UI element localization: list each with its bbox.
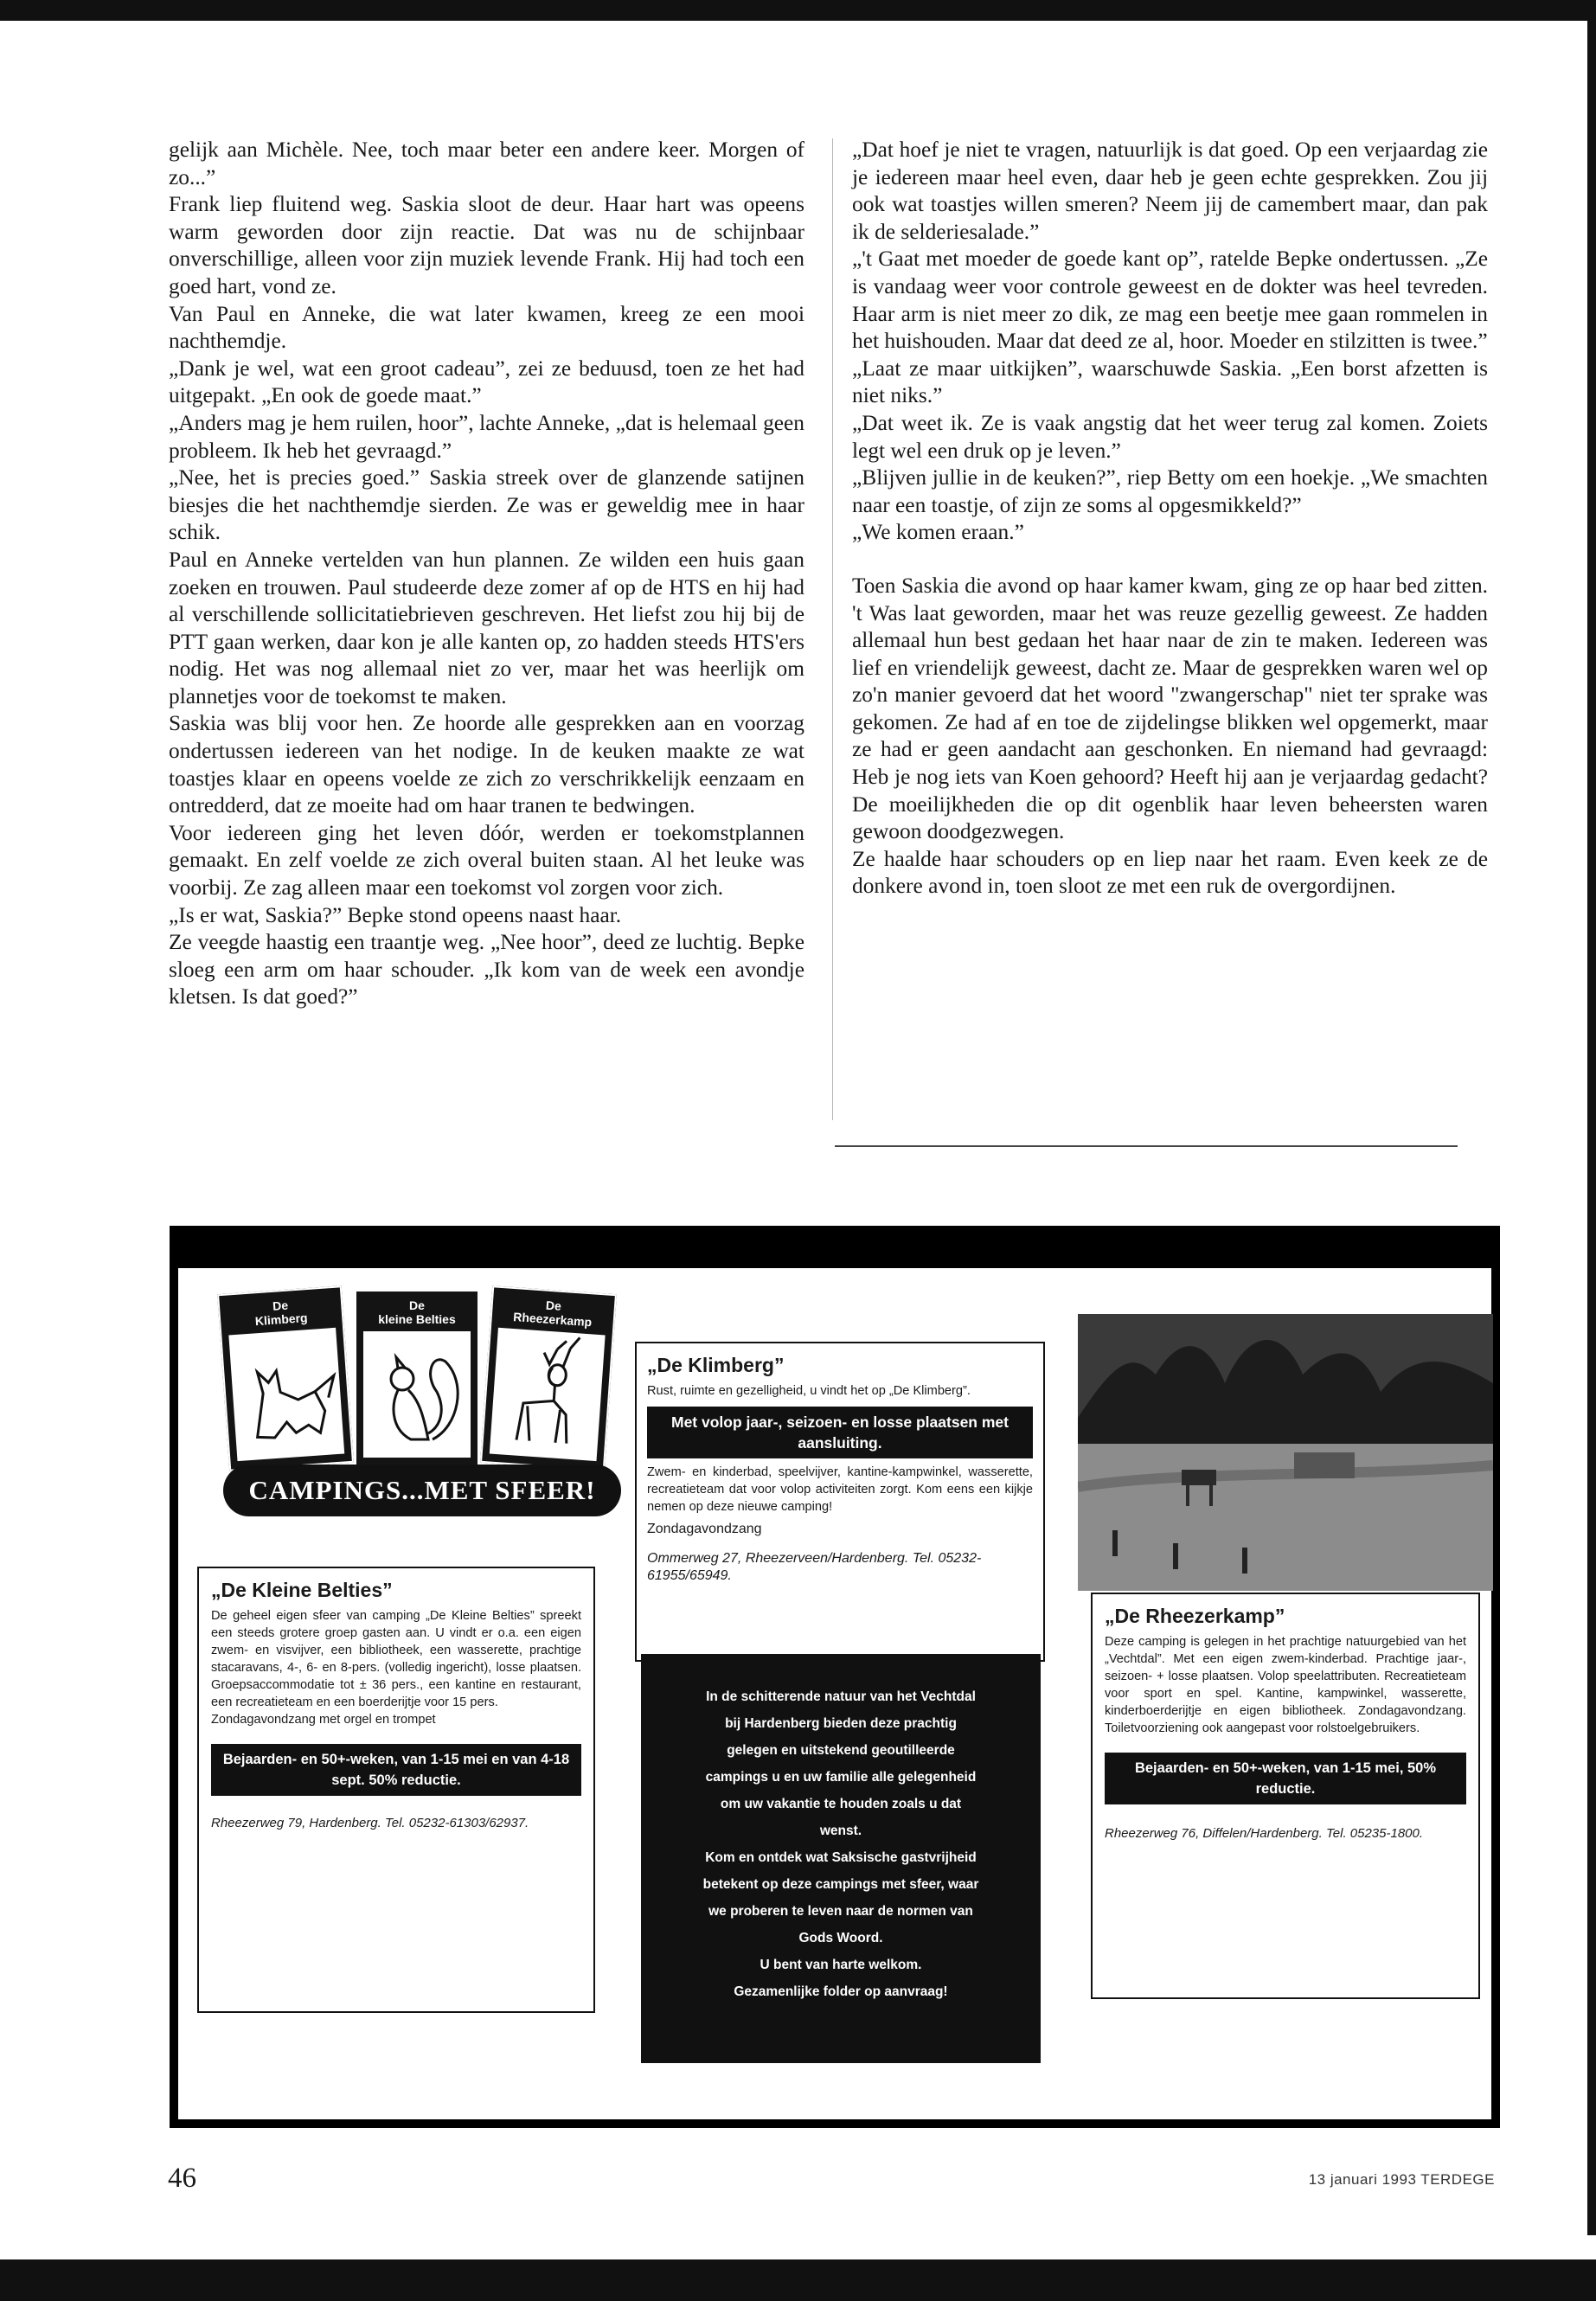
article-paragraph: „We komen eraan.” <box>852 520 1024 545</box>
info-line: wenst. <box>819 1823 862 1838</box>
klimberg-address: Ommerweg 27, Rheezerveen/Hardenberg. Tel. 05232-61955/65949. <box>647 1551 982 1583</box>
article-paragraph: „Laat ze maar uitkijken”, waarschuwde Saskia. „Een borst afzetten is niet niks.” <box>852 356 1488 408</box>
klimberg-intro: Rust, ruimte en gezelligheid, u vindt het op „De Klimberg”. <box>647 1384 971 1398</box>
article-paragraph: „Nee, het is precies goed.” Saskia streek over de glanzende satijnen biesjes die het nachthemdje sierden. Ze was er geweldig mee in haar schik. <box>169 465 804 545</box>
info-line: U bent van harte welkom. <box>760 1958 922 1972</box>
rheezerkamp-address: Rheezerweg 76, Diffelen/Hardenberg. Tel. 05235-1800. <box>1105 1826 1424 1841</box>
info-line: Gezamenlijke folder op aanvraag! <box>734 1984 948 1999</box>
kleine-belties-title: „De Kleine Belties” <box>211 1579 393 1601</box>
logo-klimberg-title: De Klimberg <box>254 1298 309 1329</box>
campings-info-box <box>641 1654 1041 2063</box>
kleine-belties-address: Rheezerweg 79, Hardenberg. Tel. 05232-61303/62937. <box>211 1816 529 1830</box>
logo-rheezerkamp <box>480 1285 617 1471</box>
klimberg-box <box>635 1342 1045 1662</box>
scan-border-top <box>0 0 1596 21</box>
klimberg-title: „De Klimberg” <box>647 1354 785 1376</box>
rheezerkamp-title: „De Rheezerkamp” <box>1105 1605 1285 1627</box>
ad-slogan: CAMPINGS...MET SFEER! <box>223 1465 621 1516</box>
info-line: gelegen en uitstekend geoutilleerde <box>727 1743 955 1758</box>
info-line: Kom en ontdek wat Saksische gastvrijheid <box>705 1850 977 1865</box>
article-paragraph: Paul en Anneke vertelden van hun plannen. Ze wilden een huis gaan zoeken en trouwen. Paul studeerde deze zomer af op de HTS en hij had al verschillende sollicitatiebrieven geschreven. Het liefst zou hij bij de PTT gaan werken, daar kon je alle kanten op, zo hadden steeds HTS'ers nodig. Het was nog allemaal niet zo ver, maar het was heerlijk om plannetjes voor de toekomst te maken. <box>169 547 804 708</box>
info-line: bij Hardenberg bieden deze prachtig <box>725 1716 957 1731</box>
klimberg-text: Zwem- en kinderbad, speelvijver, kantine-kampwinkel, wasserette, recreatieteam dat voor volop activiteiten zorgt. Kom eens een kijkje nemen op deze nieuwe camping! <box>647 1465 1033 1514</box>
klimberg-banner: Met volop jaar-, seizoen- en losse plaatsen met aansluiting. <box>647 1407 1033 1458</box>
article-column-right <box>852 137 1488 901</box>
article-paragraph: „Is er wat, Saskia?” Bepke stond opeens naast haar. <box>169 902 622 927</box>
info-line: In de schitterende natuur van het Vechtdal <box>706 1689 976 1704</box>
logo-klimberg <box>217 1285 354 1471</box>
info-line: om uw vakantie te houden zoals u dat <box>720 1797 962 1811</box>
info-line: betekent op deze campings met sfeer, waar <box>702 1877 979 1892</box>
rheezerkamp-box <box>1091 1593 1480 1999</box>
article-paragraph: „Dank je wel, wat een groot cadeau”, zei ze beduusd, toen ze het had uitgepakt. „En ook de goede maat.” <box>169 356 804 408</box>
kleine-belties-banner: Bejaarden- en 50+-weken, van 1-15 mei en van 4-18 sept. 50% reductie. <box>211 1744 581 1796</box>
kleine-belties-box <box>197 1567 595 2013</box>
article-end-rule <box>835 1145 1458 1147</box>
info-line: we proberen te leven naar de normen van <box>708 1904 973 1919</box>
article-paragraph: Van Paul en Anneke, die wat later kwamen, kreeg ze een mooi nachthemdje. <box>169 301 804 354</box>
klimberg-extra: Zondagavondzang <box>647 1522 762 1536</box>
fox-illustration <box>228 1328 344 1461</box>
info-line: campings u en uw familie alle gelegenheid <box>705 1770 977 1785</box>
campsite-photo <box>1078 1314 1493 1591</box>
squirrel-illustration <box>363 1331 471 1458</box>
article-paragraph: Ze haalde haar schouders op en liep naar het raam. Even keek ze de donkere avond in, toen sloot ze met een ruk de overgordijnen. <box>852 846 1488 899</box>
article-paragraph: „Dat hoef je niet te vragen, natuurlijk is dat goed. Op een verjaardag zie je iedereen maar heel even, daar heb je geen echte gesprekken. Zou jij ook wat toastjes willen smeren? Neem jij de camembert maar, dan pak ik de selderiesalade.” <box>852 138 1488 244</box>
article-paragraph: Toen Saskia die avond op haar kamer kwam, ging ze op haar bed zitten. 't Was laat geworden, maar het was reuze gezellig geweest. Ze hadden allemaal hun best gedaan het haar naar de zin te maken. Iedereen was lief en vriendelijk geweest, dacht ze. Maar de gesprekken waren wel op zo'n manier gevoerd dat het woord "zwangerschap" niet ter sprake was gekomen. Ze had af en toe de zijdelingse blikken wel opgemerkt, maar ze had er geen aandacht aan geschonken. En niemand had gevraagd: Heb je nog iets van Koen gehoord? Heeft hij aan je verjaardag gedacht? De moeilijkheden die op dit ogenblik haar leven beheersten waren gewoon doodgezwegen. <box>852 573 1488 844</box>
article-paragraph: Saskia was blij voor hen. Ze hoorde alle gesprekken aan en voorzag ondertussen iedereen van het nodige. In de keuken maakte ze wat toastjes klaar en opeens voelde ze zich zo verschrikkelijk eenzaam en ontredderd, dat ze moeite had om haar tranen te bedwingen. <box>169 711 804 818</box>
issue-line: 13 januari 1993 TERDEGE <box>1308 2171 1495 2188</box>
kleine-belties-extra: Zondagavondzang met orgel en trompet <box>211 1713 436 1727</box>
info-line: Gods Woord. <box>798 1931 883 1945</box>
article-paragraph: „'t Gaat met moeder de goede kant op”, ratelde Bepke ondertussen. „Ze is vandaag weer voor controle geweest en de dokter was heel tevreden. Haar arm is niet meer zo dik, ze mag een beetje mee gaan rommelen in het huishouden. Maar dat deed ze al, hoor. Moeder en stilzitten is twee.” <box>852 247 1488 354</box>
deer-illustration <box>490 1328 606 1461</box>
article-paragraph: Ze veegde haastig een traantje weg. „Nee hoor”, deed ze luchtig. Bepke sloeg een arm om haar schouder. „Ik kom van de week een avondje kletsen. Is dat goed?” <box>169 930 804 1009</box>
ad-inner-panel <box>178 1268 1491 2119</box>
scan-border-right <box>1587 21 1596 2235</box>
article-paragraph: „Blijven jullie in de keuken?”, riep Betty om een hoekje. „We smachten naar een toastje, of zijn ze soms al opgesmikkeld?” <box>852 465 1488 517</box>
camping-logos <box>223 1290 621 1467</box>
page-number: 46 <box>168 2163 196 2194</box>
kleine-belties-text: De geheel eigen sfeer van camping „De Kleine Belties” spreekt een steeds grotere groep gasten aan. U vindt er o.a. een eigen zwem- en visvijver, een bibliotheek, een wasserette, prachtige stacaravans, 4-, 6- en 8-pers. (volledig ingericht), losse plaatsen. Groepsaccommodatie tot ± 36 pers., een kantine en restaurant, een recreatieteam en een boerderijtje voor 15 pers. <box>211 1609 581 1709</box>
article-column-left <box>169 137 804 1011</box>
column-divider <box>832 138 833 1120</box>
logo-kleine-belties <box>355 1290 479 1467</box>
article-paragraph: „Dat weet ik. Ze is vaak angstig dat het weer terug zal komen. Zoiets legt wel een druk op je leven.” <box>852 410 1488 463</box>
scan-border-bottom <box>0 2259 1596 2301</box>
logo-kleine-belties-title: De kleine Belties <box>378 1298 456 1326</box>
article-paragraph: „Anders mag je hem ruilen, hoor”, lachte Anneke, „dat is helemaal geen probleem. Ik heb het gevraagd.” <box>169 410 804 463</box>
article-paragraph: gelijk aan Michèle. Nee, toch maar beter een andere keer. Morgen of zo...” <box>169 138 804 189</box>
camping-advertisement <box>170 1226 1500 2128</box>
rheezerkamp-text: Deze camping is gelegen in het prachtige natuurgebied van het „Vechtdal”. Met een eigen zwem-kinderbad. Prachtige jaar-, seizoen- + losse plaatsen. Volop speelattributen. Recreatieteam voor sport en spel. Kantine, kampwinkel, wasserette, kinderboerderijtje en eigen bibliotheek. Zondagavondzang. Toiletvoorziening ook aangepast voor rolstoelgebruikers. <box>1105 1635 1466 1735</box>
article-paragraph: Frank liep fluitend weg. Saskia sloot de deur. Haar hart was opeens warm geworden door zijn reactie. Dat was nu de schijnbaar onverschillige, alleen voor zijn muziek levende Frank. Hij had toch een goed hart, vond ze. <box>169 192 804 298</box>
rheezerkamp-banner: Bejaarden- en 50+-weken, van 1-15 mei, 50% reductie. <box>1105 1753 1466 1804</box>
article-paragraph: Voor iedereen ging het leven dóór, werden er toekomstplannen gemaakt. En zelf voelde ze zich overal buiten staan. Al het leuke was voorbij. Ze zag alleen maar een toekomst vol zorgen voor zich. <box>169 820 804 901</box>
logo-rheezerkamp-title: De Rheezerkamp <box>512 1298 593 1330</box>
